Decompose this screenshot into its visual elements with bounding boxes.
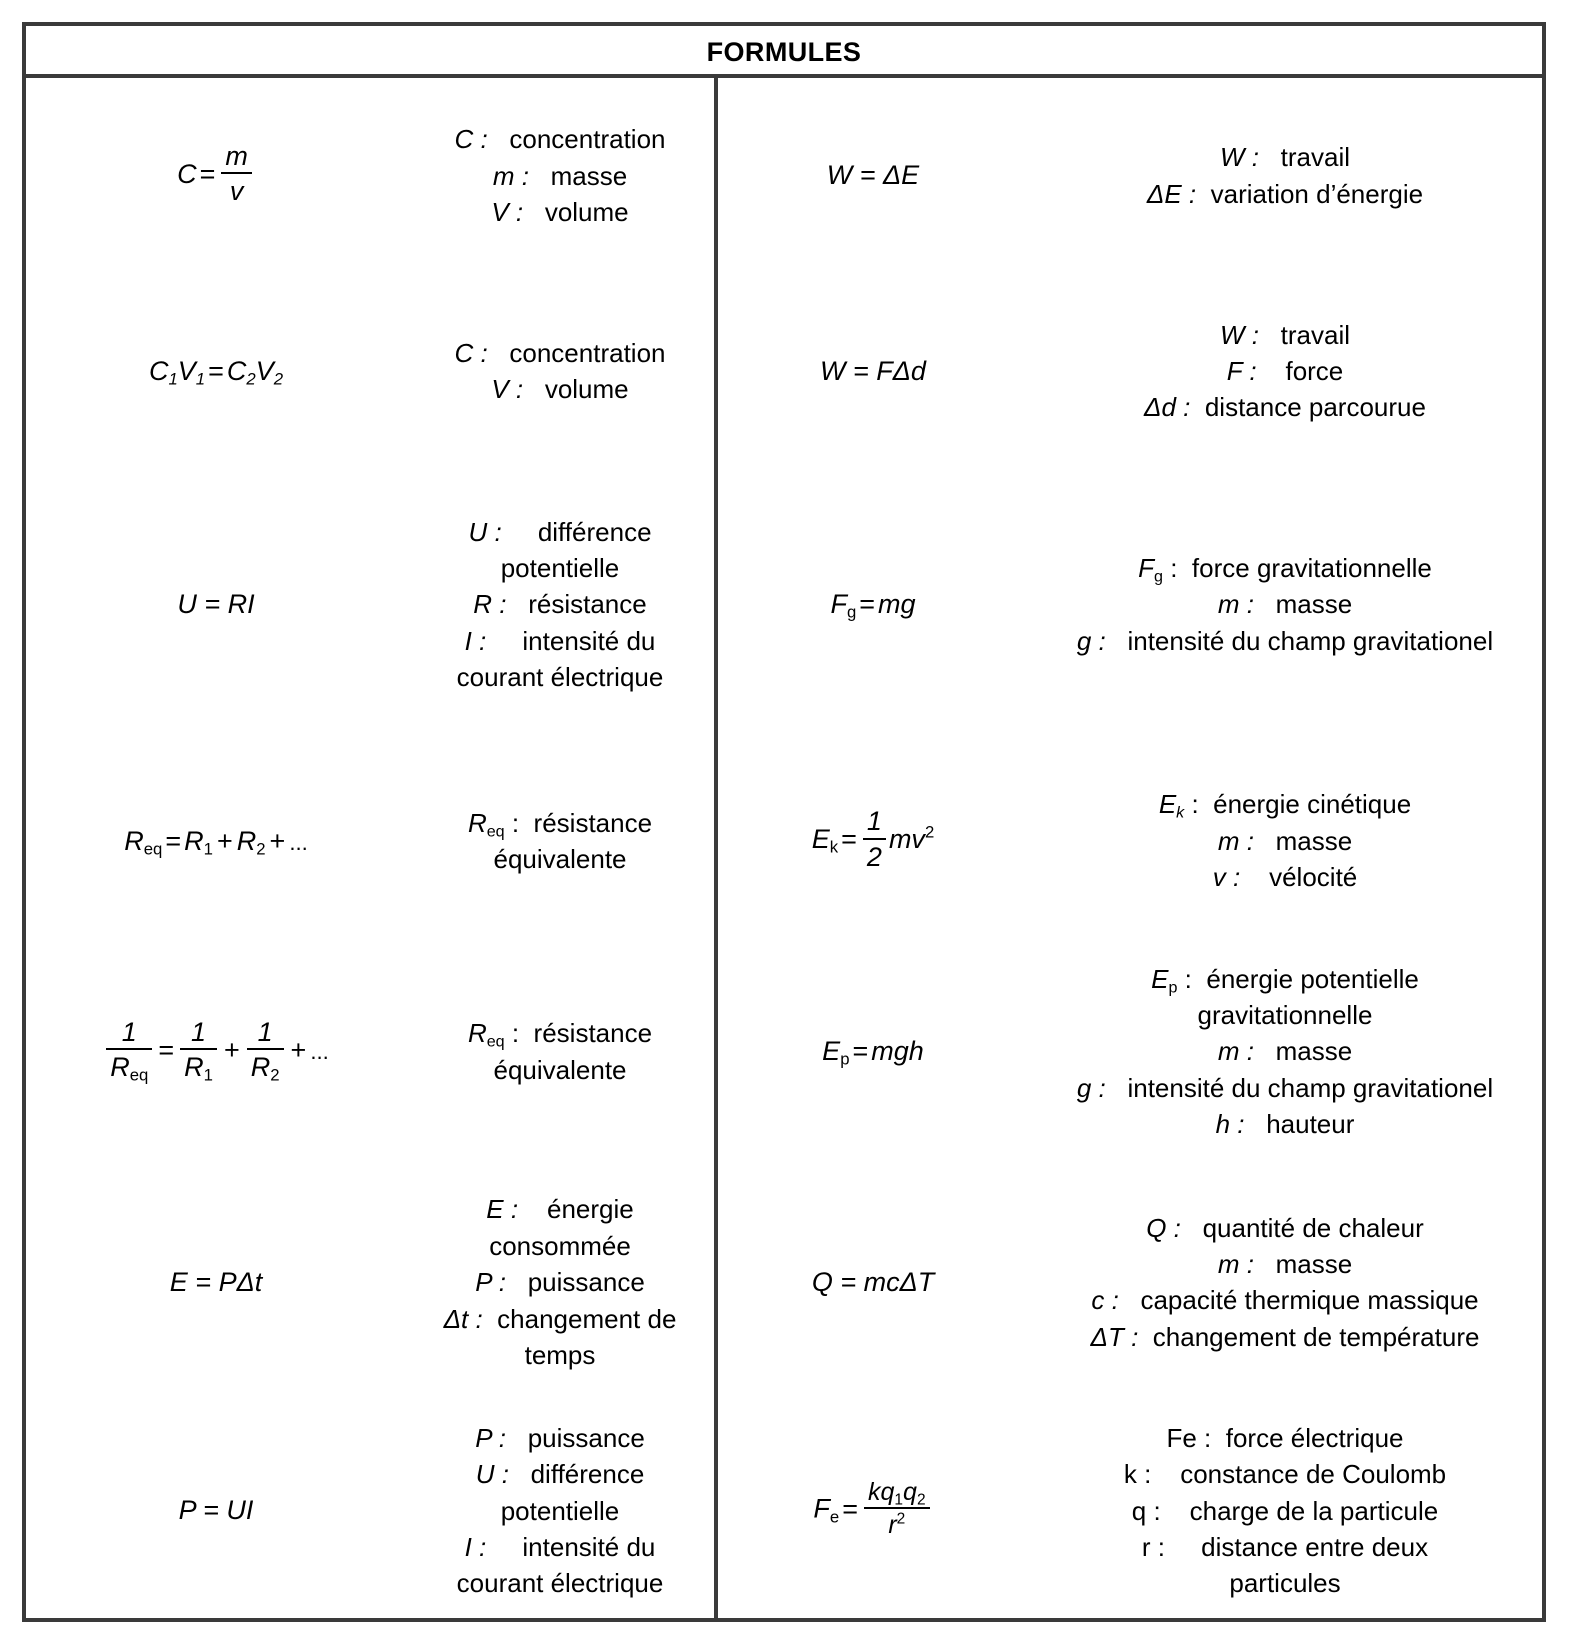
legend-line (412, 550, 708, 586)
fraction-numerator: 1 (863, 806, 886, 839)
legend-line (1034, 1282, 1536, 1318)
formula-row (718, 78, 1542, 274)
legend-desc: masse (1275, 825, 1353, 856)
legend-line (412, 335, 708, 371)
formula-rhs: mgh (871, 1036, 924, 1066)
fraction-denominator (106, 1050, 152, 1085)
subscript-1: 1 (894, 1491, 904, 1509)
legend-desc: différence (537, 516, 652, 547)
formula-rhs: mg (878, 589, 916, 620)
formula-coulomb-law (718, 1480, 1028, 1541)
legend-desc-cont: particules (1229, 1568, 1341, 1599)
legend-symbol: E : (486, 1194, 519, 1225)
legend-desc: intensité du (522, 1532, 656, 1562)
subscript-2: 2 (270, 1065, 280, 1085)
numerator-q1: q (880, 1478, 895, 1507)
formula-row (718, 942, 1542, 1161)
formula-row (718, 274, 1542, 470)
fraction-denominator (180, 1050, 217, 1085)
numerator-q2: q (903, 1478, 917, 1507)
legend-symbol: m : (492, 160, 529, 191)
formula-symbol-e: E (822, 1036, 841, 1066)
legend-parallel-resistance (406, 1015, 714, 1088)
legend-desc: volume (544, 374, 629, 405)
legend-line (1034, 139, 1536, 175)
legend-desc: force électrique (1225, 1422, 1404, 1453)
legend-symbol: ΔE : (1146, 178, 1197, 209)
right-column (718, 78, 1542, 1618)
subscript-eq: eq (143, 839, 163, 859)
legend-desc: changement de (497, 1303, 677, 1334)
legend-line (1034, 1493, 1536, 1529)
legend-colon: : (1177, 963, 1192, 994)
left-column (26, 78, 714, 1618)
formula-symbol-r2: R (236, 825, 257, 856)
formula-energy-power-time: E = PΔt (169, 1266, 263, 1297)
formula-row (26, 1161, 714, 1403)
subscript-1: 1 (203, 839, 213, 859)
legend-symbol: m : (1217, 589, 1254, 620)
equals-sign: = (841, 824, 857, 855)
legend-symbol: k : (1123, 1459, 1152, 1490)
legend-coulomb-law (1028, 1420, 1542, 1602)
fraction-numerator: 1 (247, 1017, 284, 1050)
legend-line (1034, 961, 1536, 997)
exponent-2: 2 (896, 1510, 906, 1528)
legend-desc: concentration (509, 124, 666, 155)
equals-sign: = (158, 1034, 175, 1065)
legend-line (412, 1337, 708, 1373)
legend-desc: distance parcourue (1204, 392, 1426, 423)
legend-potential-energy (1028, 961, 1542, 1143)
legend-line (1034, 786, 1536, 822)
legend-colon: : (504, 807, 527, 838)
legend-symbol: C : (454, 124, 488, 155)
plus-sign: + (269, 825, 286, 856)
legend-desc-cont: équivalente (493, 1054, 627, 1085)
legend-symbol: U : (475, 1459, 509, 1490)
legend-desc: énergie (546, 1194, 634, 1225)
formula-lhs: C (177, 158, 197, 189)
legend-desc: capacité thermique massique (1140, 1285, 1479, 1316)
legend-desc: puissance (527, 1422, 645, 1453)
legend-desc: charge de la particule (1189, 1495, 1439, 1526)
legend-symbol: v : (1212, 862, 1241, 893)
formula-symbol-f: F (813, 1493, 830, 1524)
formula-row (26, 740, 714, 941)
legend-desc: énergie cinétique (1213, 789, 1412, 820)
fraction-1-over-r1 (180, 1016, 217, 1085)
subscript-2: 2 (246, 369, 256, 389)
legend-line (412, 841, 708, 877)
subscript-1: 1 (203, 1065, 213, 1085)
legend-desc: masse (1275, 589, 1353, 620)
formula-c-concentration (26, 143, 406, 208)
legend-symbol: R : (473, 589, 507, 620)
formula-kinetic-energy (718, 808, 1028, 873)
formula-row (26, 78, 714, 274)
legend-desc-cont: gravitationnelle (1197, 999, 1373, 1030)
legend-desc: distance entre deux (1201, 1532, 1429, 1562)
formula-series-resistance (26, 826, 406, 857)
legend-ohms-law (406, 514, 714, 696)
legend-desc: énergie potentielle (1206, 963, 1419, 994)
legend-line (1034, 1070, 1536, 1106)
fraction-1-over-r2 (247, 1016, 284, 1085)
legend-desc: variation d’énergie (1210, 178, 1424, 209)
legend-symbol: Δd : (1144, 392, 1191, 423)
formula-symbol-v1: V (177, 355, 196, 386)
plus-sign: + (290, 1034, 307, 1065)
formula-row (718, 740, 1542, 941)
fraction-denominator (247, 1050, 284, 1085)
fraction-1-over-req (106, 1016, 152, 1085)
legend-line (412, 1456, 708, 1492)
legend-symbol: g : (1076, 1072, 1106, 1103)
formula-row (718, 1404, 1542, 1618)
legend-symbol: ΔT : (1090, 1321, 1139, 1352)
legend-line (1034, 823, 1536, 859)
legend-line (1034, 586, 1536, 622)
legend-line (1034, 1456, 1536, 1492)
legend-desc-cont: temps (524, 1339, 596, 1370)
subscript-1: 1 (168, 369, 178, 389)
formula-work-energy: W = ΔE (826, 160, 920, 191)
legend-line (1034, 1033, 1536, 1069)
legend-desc: changement de température (1152, 1321, 1480, 1352)
legend-symbol-subscript: eq (486, 822, 505, 841)
fraction-denominator: 2 (866, 841, 882, 872)
plus-sign: + (216, 825, 233, 856)
legend-line (412, 1264, 708, 1300)
fraction-numerator: m (221, 141, 252, 174)
legend-line (412, 371, 708, 407)
fraction-numerator (864, 1478, 930, 1509)
legend-desc: résistance (533, 1018, 653, 1049)
exponent-2: 2 (924, 822, 935, 842)
legend-line (412, 1191, 708, 1227)
legend-line (412, 1228, 708, 1264)
legend-line (1034, 1420, 1536, 1456)
legend-line (412, 1493, 708, 1529)
equals-sign: = (859, 589, 876, 620)
formula-electric-power: P = UI (178, 1495, 254, 1526)
legend-line (412, 805, 708, 841)
legend-heat-quantity (1028, 1210, 1542, 1356)
fraction-denominator (864, 1509, 930, 1539)
legend-symbol: r : (1141, 1532, 1166, 1562)
subscript-p: p (840, 1049, 850, 1069)
legend-line (412, 659, 708, 695)
legend-desc: hauteur (1266, 1109, 1355, 1140)
legend-line (1034, 1319, 1536, 1355)
legend-symbol: W : (1219, 319, 1259, 350)
legend-colon: : (1163, 553, 1178, 584)
formula-row (26, 942, 714, 1161)
formula-work-force-distance: W = FΔd (820, 355, 926, 386)
legend-symbol-subscript: eq (486, 1032, 505, 1051)
formula-row (718, 1161, 1542, 1403)
legend-desc: vélocité (1269, 862, 1358, 893)
fraction-coulomb (864, 1478, 930, 1539)
formula-ohms-law: U = RI (177, 589, 255, 620)
legend-symbol: m : (1217, 825, 1254, 856)
legend-symbol: R (467, 807, 487, 838)
legend-line (1034, 550, 1536, 586)
legend-symbol: g : (1076, 625, 1106, 656)
equals-sign: = (208, 355, 224, 386)
legend-desc: quantité de chaleur (1202, 1212, 1424, 1243)
legend-symbol: m : (1217, 1036, 1254, 1067)
formula-row (718, 469, 1542, 740)
legend-colon: : (504, 1018, 527, 1049)
legend-symbol: E (1151, 963, 1169, 994)
formula-symbol-c1: C (148, 355, 169, 386)
formula-rhs: mv (888, 824, 925, 855)
legend-symbol: I : (464, 625, 487, 656)
legend-desc: travail (1280, 319, 1351, 350)
formula-symbol-req: R (124, 825, 144, 856)
legend-line (1034, 997, 1536, 1033)
legend-symbol: P : (475, 1422, 507, 1453)
legend-line (1034, 317, 1536, 353)
legend-line (1034, 1246, 1536, 1282)
legend-work-force-distance (1028, 317, 1542, 426)
legend-line (1034, 859, 1536, 895)
denominator-symbol: R (184, 1052, 204, 1082)
legend-line (1034, 1529, 1536, 1565)
legend-c-concentration (406, 121, 714, 230)
denominator-symbol: R (250, 1052, 271, 1082)
fraction-numerator: 1 (180, 1017, 217, 1050)
fraction-one-half (863, 806, 886, 871)
legend-symbol: Δt : (443, 1303, 483, 1334)
legend-desc-cont: potentielle (500, 553, 620, 584)
formula-symbol-e: E (811, 824, 830, 855)
legend-symbol: F (1138, 553, 1155, 584)
formula-row (26, 1404, 714, 1618)
formula-symbol-r1: R (184, 825, 204, 856)
legend-line (412, 1301, 708, 1337)
legend-line (412, 514, 708, 550)
denominator-symbol: R (110, 1052, 130, 1082)
subscript-k: k (829, 837, 839, 857)
legend-symbol: F : (1226, 356, 1257, 387)
equals-sign: = (199, 158, 216, 189)
equals-sign: = (852, 1036, 869, 1066)
equals-sign: = (165, 825, 182, 856)
legend-line (1034, 176, 1536, 212)
legend-desc: concentration (509, 337, 666, 368)
numerator-k: k (868, 1478, 881, 1507)
ellipsis: ... (289, 829, 308, 855)
subscript-2: 2 (273, 369, 284, 389)
legend-line (412, 1420, 708, 1456)
legend-line (1034, 353, 1536, 389)
legend-line (412, 1015, 708, 1051)
formula-table (26, 78, 1542, 1618)
legend-desc: travail (1280, 142, 1351, 173)
legend-line (1034, 1106, 1536, 1142)
legend-line (1034, 1210, 1536, 1246)
formula-symbol-v2: V (255, 355, 274, 386)
legend-line (1034, 623, 1536, 659)
legend-symbol: h : (1215, 1109, 1245, 1140)
legend-line (412, 158, 708, 194)
legend-symbol: R (467, 1018, 487, 1049)
legend-line (412, 1052, 708, 1088)
legend-work-energy (1028, 139, 1542, 212)
subscript-2: 2 (256, 839, 266, 859)
formula-sheet (22, 22, 1546, 1622)
formula-symbol-c2: C (226, 355, 247, 386)
legend-line (412, 1529, 708, 1565)
legend-line (1034, 1565, 1536, 1601)
legend-desc-cont: courant électrique (456, 1568, 664, 1599)
legend-symbol: P : (475, 1267, 507, 1298)
legend-line (412, 623, 708, 659)
legend-symbol-subscript: p (1168, 978, 1178, 997)
legend-desc-cont: consommée (489, 1230, 631, 1261)
legend-desc: volume (544, 196, 629, 227)
legend-symbol: Q : (1146, 1212, 1181, 1243)
page-title: FORMULES (26, 26, 1542, 78)
legend-symbol: I : (464, 1532, 487, 1562)
subscript-g: g (846, 602, 857, 622)
subscript-eq: eq (129, 1065, 149, 1085)
legend-line (412, 121, 708, 157)
formula-gravitational-force (718, 589, 1028, 620)
equals-sign: = (842, 1493, 859, 1524)
legend-symbol-subscript: g (1154, 567, 1164, 586)
legend-symbol: V : (491, 196, 524, 227)
legend-dilution (406, 335, 714, 408)
formula-symbol-f: F (830, 589, 847, 620)
formula-parallel-resistance (26, 1016, 406, 1085)
subscript-e: e (829, 1507, 840, 1527)
legend-symbol: m : (1217, 1249, 1254, 1280)
legend-desc: masse (1275, 1249, 1353, 1280)
legend-desc: masse (550, 160, 628, 191)
legend-desc: résistance (528, 589, 647, 620)
legend-line (1034, 389, 1536, 425)
legend-line (412, 586, 708, 622)
legend-desc: intensité du (522, 625, 656, 656)
legend-symbol: q : (1131, 1495, 1161, 1526)
legend-symbol: E (1158, 789, 1177, 820)
legend-symbol: U : (468, 516, 502, 547)
legend-desc: masse (1275, 1036, 1353, 1067)
legend-desc: différence (530, 1459, 645, 1490)
formula-row (26, 469, 714, 740)
legend-desc: puissance (527, 1267, 645, 1298)
legend-symbol: c : (1091, 1285, 1119, 1316)
legend-energy-power-time (406, 1191, 714, 1373)
formula-dilution (26, 356, 406, 387)
legend-desc-cont: courant électrique (456, 662, 664, 693)
subscript-2: 2 (916, 1491, 926, 1509)
legend-desc: constance de Coulomb (1180, 1459, 1447, 1490)
legend-desc: force gravitationnelle (1191, 553, 1432, 584)
legend-symbol: C : (454, 337, 488, 368)
legend-symbol: Fe : (1166, 1422, 1212, 1453)
legend-desc: résistance (533, 807, 653, 838)
legend-symbol: W : (1219, 142, 1259, 173)
denominator-r: r (888, 1511, 897, 1540)
legend-desc-cont: équivalente (493, 844, 627, 875)
legend-series-resistance (406, 805, 714, 878)
fraction-m-over-v (221, 141, 252, 206)
legend-symbol-subscript: k (1176, 803, 1185, 822)
legend-desc-cont: potentielle (500, 1495, 620, 1526)
legend-desc: force (1285, 356, 1344, 387)
legend-desc: intensité du champ gravitationel (1127, 1072, 1494, 1103)
formula-potential-energy (718, 1036, 1028, 1067)
plus-sign: + (223, 1034, 240, 1065)
ellipsis: ... (310, 1038, 329, 1064)
legend-colon: : (1184, 789, 1199, 820)
formula-heat-quantity: Q = mcΔT (811, 1266, 935, 1297)
fraction-denominator: v (229, 176, 244, 207)
legend-line (412, 1565, 708, 1601)
formula-row (26, 274, 714, 470)
fraction-numerator: 1 (106, 1017, 152, 1050)
legend-gravitational-force (1028, 550, 1542, 659)
subscript-1: 1 (195, 369, 206, 389)
legend-line (412, 194, 708, 230)
legend-symbol: V : (491, 374, 524, 405)
legend-desc: intensité du champ gravitationel (1127, 625, 1494, 656)
legend-kinetic-energy (1028, 786, 1542, 895)
legend-electric-power (406, 1420, 714, 1602)
